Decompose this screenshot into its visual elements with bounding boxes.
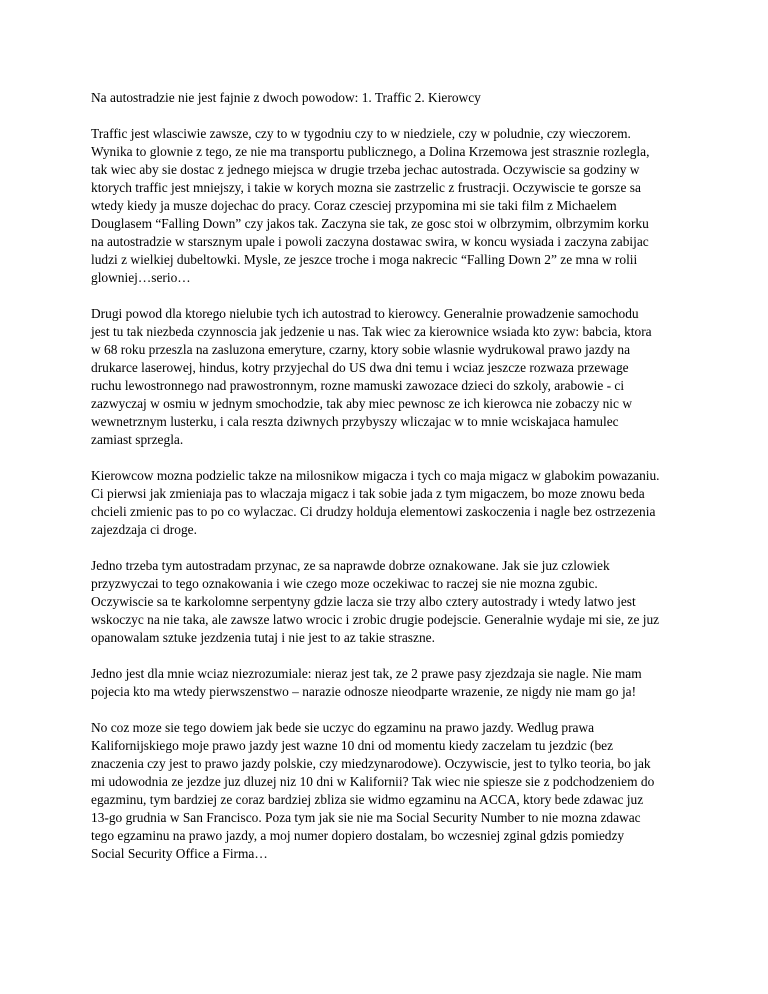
paragraph-merging-lanes: Jedno jest dla mnie wciaz niezrozumiale: nieraz jest tak, ze 2 prawe pasy zjezdzaja sie nagle. Nie mam pojecia kto ma wtedy pierwszenstwo – narazie odnosze nieodparte wrazenie, ze nigdy nie mam go ja! xyxy=(91,666,642,699)
paragraph-driving-exam: No coz moze sie tego dowiem jak bede sie uczyc do egzaminu na prawo jazdy. Wedlug prawa Kalifornijskiego moje prawo jazdy jest wazne 10 dni od momentu kiedy zaczelam tu jezdzic (bez znaczenia czy jest to prawo jazdy polskie, czy miedzynarodowe). Oczywiscie, jest to tylko teoria, bo jak mi udowodnia ze jezdze juz dluzej niz 10 dni w Kalifornii? Tak wiec nie spiesze sie z podchodzeniem do egazminu, tym bardziej ze coraz bardziej zbliza sie widmo egzaminu na ACCA, ktory bede zdawac juz 13-go grudnia w San Francisco. Poza tym jak sie nie ma Social Security Number to nie mozna zdawac tego egzaminu na prawo jazdy, a moj numer dopiero dostalam, bo wczesniej zginal gdzis pomiedzy Social Security Office a Firma… xyxy=(91,720,655,861)
paragraph-traffic: Traffic jest wlasciwie zawsze, czy to w tygodniu czy to w niedziele, czy w poludnie, czy wieczorem. Wynika to glownie z tego, ze nie ma transportu publicznego, a Dolina Krzemowa jest strasznie rozlegla, tak wiec aby sie dostac z jednego miejsca w drugie trzeba jechac autostrada. Oczywiscie sa godziny w ktorych traffic jest mniejszy, i takie w korych mozna sie zastrzelic z frustracji. Oczywiscie te gorsze sa wtedy kiedy ja musze dojechac do pracy. Coraz czesciej przypomina mi sie taki film z Michaelem Douglasem “Falling Down” czy jakos tak. Zaczyna sie tak, ze gosc stoi w olbrzymim, olbrzymim korku na autostradzie w starsznym upale i powoli zaczyna dostawac swira, w koncu wysiada i zaczyna zabijac ludzi z wielkiej dubeltowki. Mysle, ze jeszce troche i moga nakrecic “Falling Down 2” ze mna w rolii glowniej…serio… xyxy=(91,126,650,285)
paragraph-turn-signal: Kierowcow mozna podzielic takze na milosnikow migacza i tych co maja migacz w glabokim powazaniu. Ci pierwsi jak zmieniaja pas to wlaczaja migacz i tak sobie jada z tym migaczem, bo moze znowu beda chcieli zmienic pas to po co wylaczac. Ci drudzy holduja elementowi zaskoczenia i nagle bez ostrzezenia zajezdzaja ci droge. xyxy=(91,468,660,537)
paragraph-intro: Na autostradzie nie jest fajnie z dwoch powodow: 1. Traffic 2. Kierowcy xyxy=(91,90,481,105)
paragraph-drivers: Drugi powod dla ktorego nielubie tych ich autostrad to kierowcy. Generalnie prowadzenie samochodu jest tu tak niezbeda czynnoscia jak jedzenie u nas. Tak wiec za kierownice wsiada kto zyw: babcia, ktora w 68 roku przeszla na zasluzona emeryture, czarny, ktory sobie wlasnie wydrukowal prawo jazdy na drukarce laserowej, hindus, kotry przyjechal do US dwa dni temu i wciaz jeszcze rozwaza przewage ruchu lewostronnego nad prawostronnym, rozne mamuski zawozace dzieci do szkoly, arabowie - ci zazwyczaj w osmiu w jednym smochodzie, tak aby miec pewnosc ze ich kierowca nie zobaczy nic w wewnetrznym lusterku, i cala reszta dziwnych przybyszy wliczajac w to mnie wciskajaca hamulec zamiast sprzegla. xyxy=(91,306,652,447)
document-page xyxy=(91,89,691,881)
paragraph-signage: Jedno trzeba tym autostradam przynac, ze sa naprawde dobrze oznakowane. Jak sie juz czlowiek przyzwyczai to tego oznakowania i wie czego moze oczekiwac to raczej sie nie mozna zgubic. Oczywiscie sa te karkolomne serpentyny gdzie lacza sie trzy albo cztery autostrady i wtedy latwo jest wskoczyc na nie taka, ale zawsze latwo wrocic i zrobic drugie podejscie. Generalnie wydaje mi sie, ze juz opanowalam sztuke jezdzenia tutaj i nie jest to az takie straszne. xyxy=(91,558,660,645)
